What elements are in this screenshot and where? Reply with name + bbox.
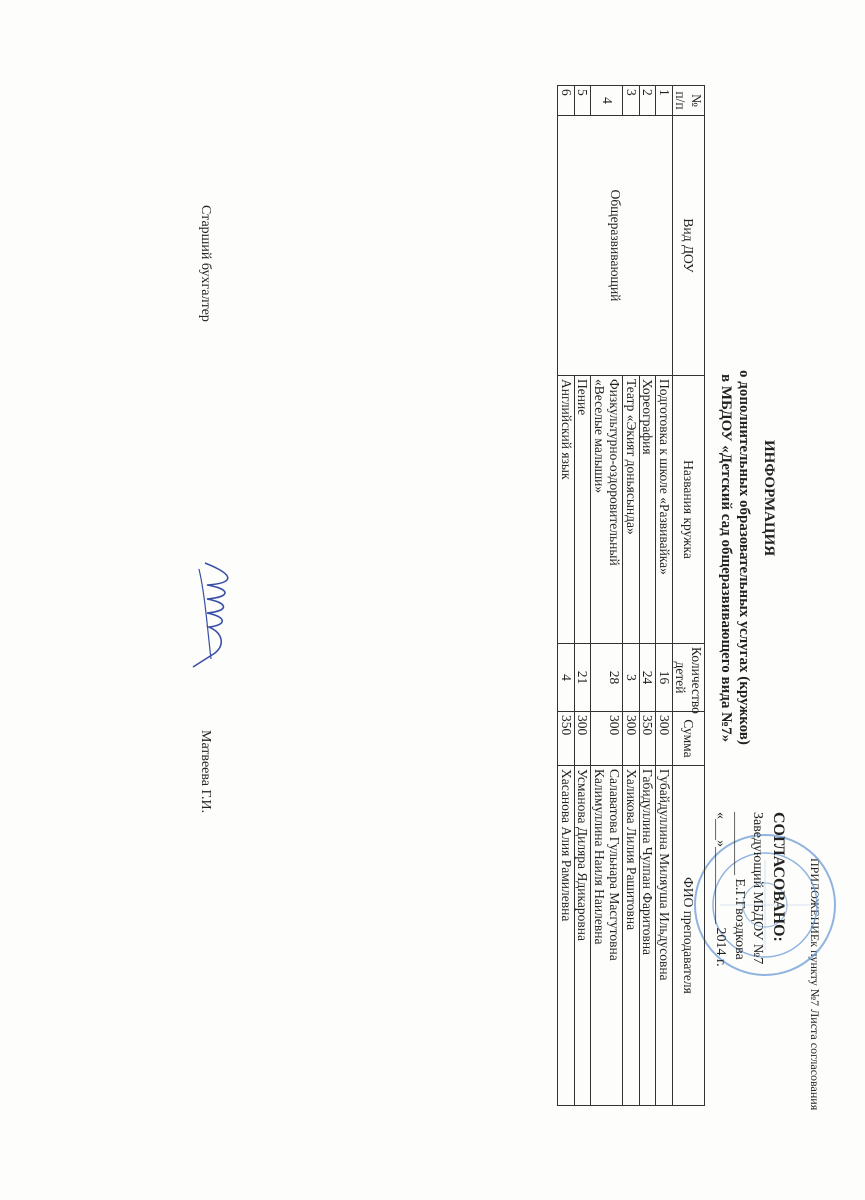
- header-count-line-2: детей: [673, 661, 689, 694]
- cell-sum: 350: [558, 712, 575, 766]
- cell-number: 2: [639, 86, 656, 116]
- cell-name-line-2: «Веселые малыши»: [591, 379, 607, 494]
- cell-name: Театр «Экият доньясында»: [623, 376, 640, 644]
- cell-teacher-line-2: Калимуллина Наиля Наилевна: [591, 769, 607, 945]
- accountant-title: Старший бухгалтер: [198, 205, 213, 322]
- document-subtitle-line-2: в МБДОУ «Детский сад общеразвивающего вида №7»: [718, 374, 734, 743]
- cell-sum: 350: [639, 712, 656, 766]
- cell-number: 6: [558, 86, 575, 116]
- header-teacher: ФИО преподавателя: [672, 766, 704, 1106]
- header-count: [672, 644, 704, 712]
- cell-teacher: Губайдуллина Миляуша Ильдусовна: [656, 766, 673, 1106]
- approval-sign-line: _________ Е.Г.Гвоздкова: [732, 812, 747, 960]
- cell-teacher: Халикова Лилия Рашитовна: [623, 766, 640, 1106]
- approval-position: Заведующий МБДОУ №7: [750, 812, 765, 965]
- accountant-name: Матвеева Г.И.: [198, 730, 213, 814]
- cell-name: [591, 376, 623, 644]
- cell-number: 5: [574, 86, 591, 116]
- cell-teacher: Хасанова Алия Рамилевна: [558, 766, 575, 1106]
- cell-teacher-line-1: Салаватова Гульнара Масгутовна: [607, 769, 623, 961]
- cell-sum: 300: [591, 712, 623, 766]
- appendix-note: ПРИЛОЖЕНИЕк пункту №7 Листа согласования: [808, 858, 822, 1111]
- header-count-line-1: Количество: [689, 647, 704, 714]
- document-title: ИНФОРМАЦИЯ: [761, 440, 777, 557]
- cell-name: Хореография: [639, 376, 656, 644]
- cell-sum: 300: [656, 712, 673, 766]
- header-number: [672, 86, 704, 116]
- cell-count: 24: [639, 644, 656, 712]
- cell-teacher: [591, 766, 623, 1106]
- cell-number: 3: [623, 86, 640, 116]
- table-row: [656, 86, 673, 1106]
- cell-teacher: Усманова Диляра Ядикаровна: [574, 766, 591, 1106]
- cell-sum: 300: [623, 712, 640, 766]
- cell-count: 4: [558, 644, 575, 712]
- cell-count: 16: [656, 644, 673, 712]
- cell-teacher: Габидуллина Чулпан Фаритовна: [639, 766, 656, 1106]
- cell-name-line-1: Физкультурно-оздоровительный: [607, 379, 623, 566]
- services-table: [557, 85, 705, 1106]
- cell-number: 4: [591, 86, 623, 116]
- cell-name: Английский язык: [558, 376, 575, 644]
- header-number-line-2: п/п: [673, 91, 689, 110]
- cell-type: Общеразвивающий: [558, 116, 673, 376]
- header-sum: Сумма: [672, 712, 704, 766]
- header-name: Названия кружка: [672, 376, 704, 644]
- document-subtitle-line-1: о дополнительных образовательных услугах (кружков): [736, 370, 752, 745]
- signature-icon: [185, 555, 245, 675]
- cell-count: 21: [574, 644, 591, 712]
- approval-title: СОГЛАСОВАНО:: [770, 812, 787, 942]
- cell-name: Подготовка к школе «Развивайка»: [656, 376, 673, 644]
- header-type: Вид ДОУ: [672, 116, 704, 376]
- cell-count: 3: [623, 644, 640, 712]
- table-header-row: [672, 86, 704, 1106]
- approval-date: «___»___________ 2014 г.: [713, 812, 728, 967]
- cell-count: 28: [591, 644, 623, 712]
- cell-number: 1: [656, 86, 673, 116]
- cell-sum: 300: [574, 712, 591, 766]
- header-number-line-1: №: [689, 94, 704, 107]
- cell-name: Пение: [574, 376, 591, 644]
